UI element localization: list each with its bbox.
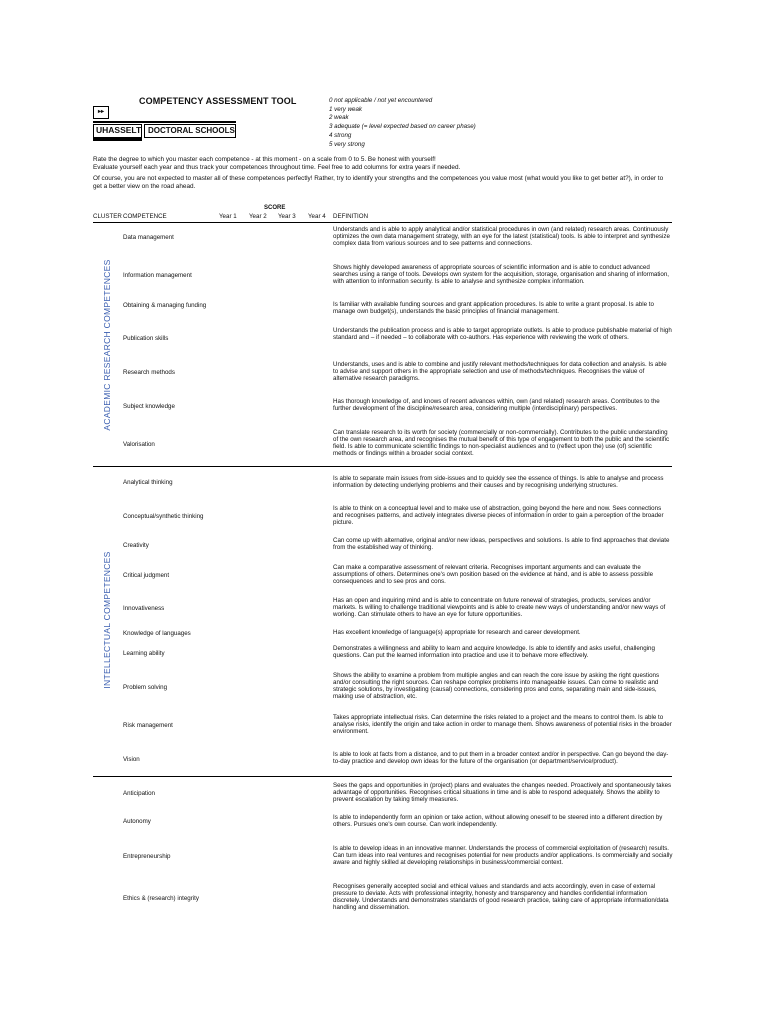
competence-definition: Has thorough knowledge of, and knows of recent advances within, own (and related) research areas. Contributes to the further development of the discipline/research area, considering multiple (interdisciplinary) perspectives. bbox=[333, 398, 660, 412]
competence-definition: Is able to independently form an opinion or take action, without allowing oneself to be steered into a different direction by others. Pursues one's own course. Can work independently. bbox=[333, 814, 663, 828]
uhasselt-logo bbox=[93, 106, 236, 140]
instruction-line: Rate the degree to which you master each competence - at this moment - on a scale from 0 to 5. Be honest with yourself! bbox=[93, 156, 436, 163]
competence-definition: Can make a comparative assessment of relevant criteria. Recognises important arguments and can evaluate the assumptions of others. Determines one's own position based on the evidence at hand, and is able to assess possible consequences and to see pros and cons. bbox=[333, 564, 654, 585]
competence-name: Critical judgment bbox=[123, 572, 170, 579]
page-title: COMPETENCY ASSESSMENT TOOL bbox=[139, 96, 297, 106]
competence-definition: Has an open and inquiring mind and is able to concentrate on future renewal of strategies, products, services and/or markets. Is willing to challenge traditional viewpoints and is able to create new ways of understanding and/or new ways of working. Can stimulate others to have an eye for future opportunities. bbox=[333, 597, 666, 618]
scale-item: 5 very strong bbox=[329, 140, 365, 148]
competence-name: Anticipation bbox=[123, 790, 155, 797]
year1-header: Year 1 bbox=[219, 213, 237, 220]
logo-bar bbox=[93, 121, 236, 123]
score-header: SCORE bbox=[264, 205, 286, 211]
competence-name: Publication skills bbox=[123, 335, 169, 342]
competence-definition: Is able to develop ideas in an innovative manner. Understands the process of commercial exploitation of (research) results. Can turn ideas into real ventures and recognises potential for new products and/or applications. Is commercially and socially aware and highly skilled at developing relationships in business/commercial context. bbox=[333, 845, 673, 866]
competence-definition: Takes appropriate intellectual risks. Can determine the risks related to a project and the means to control them. Is able to analyse risks, identify the origin and take action in order to manage them. Shows awareness of potential risks in the broader environment. bbox=[333, 714, 672, 735]
competence-name: Entrepreneurship bbox=[123, 853, 171, 860]
cluster-header: CLUSTER bbox=[93, 213, 122, 220]
scale-item: 2 weak bbox=[329, 114, 349, 122]
competence-name: Vision bbox=[123, 756, 140, 763]
competence-name: Risk management bbox=[123, 722, 173, 729]
instructions bbox=[93, 156, 673, 191]
competence-definition: Shows highly developed awareness of appropriate sources of scientific information and is able to conduct advanced searches using a range of tools. Develops own system for the acquisition, storage, organisation and sharing of information, with attention to information security. Is able to analyse and synthesize complex information. bbox=[333, 264, 670, 285]
competence-header: COMPETENCE bbox=[123, 213, 167, 220]
scale-item: 4 strong bbox=[329, 131, 352, 139]
competence-name: Valorisation bbox=[123, 441, 155, 448]
competence-name: Ethics & (research) integrity bbox=[123, 895, 199, 902]
logo-school: DOCTORAL SCHOOLS bbox=[144, 124, 236, 138]
competence-name: Innovativeness bbox=[123, 605, 165, 612]
competence-definition: Is able to separate main issues from side-issues and to quickly see the essence of things. Is able to analyse and process information by detecting underlying problems and their causes and by recognising underlying structures. bbox=[333, 475, 664, 489]
competence-definition: Is able to think on a conceptual level and to make use of abstraction, going beyond the here and now. Sees connections and recognises patterns, and actively integrates diverse pieces of information in order to gain a perception of the broader picture. bbox=[333, 505, 664, 526]
competence-definition: Is familiar with available funding sources and grant application procedures. Is able to write a grant proposal. Is able to manage own budget(s), understands the basic principles of financial management. bbox=[333, 301, 654, 315]
competence-definition: Is able to look at facts from a distance, and to put them in a broader context and/or in perspective. Can go beyond the day-to-day practice and develop own ideas for the future of the organisation (or department/service/product). bbox=[333, 751, 669, 765]
competence-name: Analytical thinking bbox=[123, 479, 173, 486]
competence-name: Research methods bbox=[123, 369, 175, 376]
competence-definition: Recognises generally accepted social and ethical values and standards and acts accordingly, even in case of external pressure to deviate. Acts with professional integrity, honesty and transparency and handles confidential information discretely. Understands and demonstrates standards of good research practice, taking care of appropriate information/data handling and dissemination. bbox=[333, 883, 669, 911]
logo-underline bbox=[93, 138, 142, 141]
competence-name: Obtaining & managing funding bbox=[123, 302, 207, 309]
competence-definition: Understands, uses and is able to combine and justify relevant methods/techniques for data collection and analysis. Is able to advise and support others in the appropriate selection and use of methods/techniques. Recognises the value of alternative research paradigms. bbox=[333, 361, 667, 382]
competence-name: Learning ability bbox=[123, 650, 165, 657]
competence-definition: Sees the gaps and opportunities in (project) plans and evaluates the changes needed. Proactively and spontaneously takes advantage of opportunities. Recognises critical situations in time and is able to respond adequately. Shows the ability to prevent escalation by taking timely measures. bbox=[333, 782, 672, 803]
year3-header: Year 3 bbox=[278, 213, 296, 220]
play-arrow-icon: ▸▸ bbox=[93, 106, 109, 119]
scale-item: 1 very weak bbox=[329, 105, 363, 113]
cluster-divider bbox=[93, 466, 672, 467]
competence-name: Problem solving bbox=[123, 684, 168, 691]
competence-definition: Can translate research to its worth for society (commercially or non-commercially). Contributes to the public understanding of the own research area, and recognises the mutual benefit of this type of engagement to both the public and the scientific field. Is able to communicate scientific findings to non-specialist audiences and to (reflect upon the) use (of) scientific methods or findings within a broader social context. bbox=[333, 429, 670, 457]
competence-definition: Understands the publication process and is able to target appropriate outlets. Is able to produce publishable material of high standard and – if needed – to collaborate with co-authors. Has experience with reviewing the work of others. bbox=[333, 327, 672, 341]
competence-definition: Has excellent knowledge of language(s) appropriate for research and career development. bbox=[333, 629, 581, 636]
competence-name: Information management bbox=[123, 272, 192, 279]
instruction-line: Of course, you are not expected to master all of these competences perfectly! Rather, try to identify your strengths and the competences you value most (what would you like to get better at?), in order to get a better view on the road ahead. bbox=[93, 175, 664, 191]
scale-item: 0 not applicable / not yet encountered bbox=[329, 97, 433, 104]
score-scale-legend bbox=[329, 97, 476, 149]
competence-name: Subject knowledge bbox=[123, 403, 175, 410]
competence-definition: Shows the ability to examine a problem from multiple angles and can reach the core issue by asking the right questions and/or consulting the right sources. Can reshape complex problems into manageable issues. Can come to realistic and strategic solutions, by investigating (causal) connections, considering pros and cons, separating main and side-issues, making use of abstraction, etc. bbox=[333, 672, 660, 700]
competence-definition: Understands and is able to apply analytical and/or statistical procedures in own (and related) research areas. Continuously optimizes the own data management strategy, with an eye for the latest (statistical) tools. Is able to interpret and synthesize complex data from various sources and to see patterns and connections. bbox=[333, 226, 670, 247]
competence-name: Autonomy bbox=[123, 818, 151, 825]
competence-definition: Can come up with alternative, original and/or new ideas, perspectives and solutions. Is able to find approaches that deviate from the established way of thinking. bbox=[333, 537, 670, 551]
cluster-label-intellectual: INTELLECTUAL COMPETENCES bbox=[102, 551, 112, 689]
instruction-line: Evaluate yourself each year and thus track your competences throughout time. Feel free to add columns for extra years if needed. bbox=[93, 164, 461, 172]
definition-header: DEFINITION bbox=[333, 213, 369, 220]
year2-header: Year 2 bbox=[249, 213, 267, 220]
competence-name: Creativity bbox=[123, 542, 149, 549]
cluster-divider bbox=[93, 776, 672, 777]
competence-name: Knowledge of languages bbox=[123, 630, 191, 637]
competence-name: Data management bbox=[123, 234, 174, 241]
year4-header: Year 4 bbox=[308, 213, 326, 220]
scale-item: 3 adequate (= level expected based on career phase) bbox=[329, 123, 476, 131]
header-divider bbox=[93, 222, 672, 223]
logo-university: UHASSELT bbox=[93, 124, 142, 138]
cluster-label-academic: ACADEMIC RESEARCH COMPETENCES bbox=[102, 259, 112, 431]
competence-name: Conceptual/synthetic thinking bbox=[123, 513, 204, 520]
competence-definition: Demonstrates a willingness and ability to learn and acquire knowledge. Is able to identify and asks useful, challenging questions. Can put the learned information into practice and use it to behave more effectively. bbox=[333, 645, 655, 659]
